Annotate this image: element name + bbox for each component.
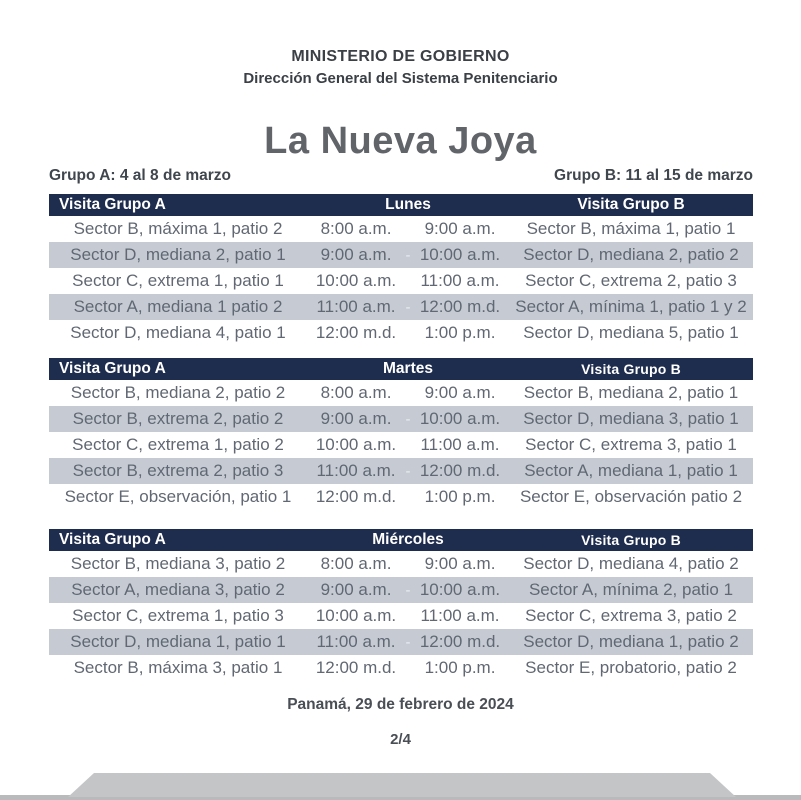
group-b-sector-cell: Sector E, probatorio, patio 2 <box>525 658 737 677</box>
group-b-sector-cell: Sector B, mediana 2, patio 1 <box>523 383 739 402</box>
start-time-cell: 9:00 a.m. <box>320 409 392 428</box>
visita-grupo-a-header: Visita Grupo A <box>59 196 166 213</box>
end-time-cell: 11:00 a.m. <box>420 606 500 625</box>
group-b-sector-cell: Sector C, extrema 3, patio 2 <box>525 606 737 625</box>
group-b-sector-cell: Sector C, extrema 3, patio 1 <box>525 435 737 454</box>
group-a-sector-cell: Sector B, máxima 3, patio 1 <box>73 658 283 677</box>
start-time-cell: 10:00 a.m. <box>315 271 397 290</box>
end-time-cell: 1:00 p.m. <box>424 658 496 677</box>
schedule-row <box>49 551 753 577</box>
group-b-sector-cell: Sector E, observación patio 2 <box>519 487 743 506</box>
visita-grupo-a-header: Visita Grupo A <box>59 531 166 548</box>
group-a-sector-cell: Sector B, mediana 3, patio 2 <box>70 554 286 573</box>
end-time-cell: 12:00 m.d. <box>419 461 501 480</box>
schedule-table <box>49 358 753 510</box>
schedule-row <box>49 216 753 242</box>
start-time-cell: 10:00 a.m. <box>315 435 397 454</box>
group-b-sector-cell: Sector C, extrema 2, patio 3 <box>525 271 737 290</box>
group-a-sector-cell: Sector C, extrema 1, patio 1 <box>72 271 284 290</box>
end-time-cell: 10:00 a.m. <box>419 245 501 264</box>
end-time-cell: 9:00 a.m. <box>424 554 496 573</box>
department-subtitle: Dirección General del Sistema Penitenciario <box>243 70 558 87</box>
end-time-cell: 11:00 a.m. <box>420 435 500 454</box>
footer-page-number: 2/4 <box>390 731 411 748</box>
group-b-sector-cell: Sector D, mediana 5, patio 1 <box>523 323 739 342</box>
group-a-sector-cell: Sector B, mediana 2, patio 2 <box>70 383 286 402</box>
group-b-sector-cell: Sector D, mediana 3, patio 1 <box>523 409 739 428</box>
start-time-cell: 8:00 a.m. <box>320 219 392 238</box>
schedule-row <box>49 406 753 432</box>
end-time-cell: 10:00 a.m. <box>419 580 501 599</box>
ministry-title: MINISTERIO DE GOBIERNO <box>291 48 510 65</box>
day-header: Martes <box>383 360 433 377</box>
time-range-dash: - <box>405 581 411 599</box>
schedule-row <box>49 577 753 603</box>
group-b-sector-cell: Sector A, mínima 2, patio 1 <box>528 580 734 599</box>
group-b-sector-cell: Sector A, mínima 1, patio 1 y 2 <box>515 297 747 316</box>
start-time-cell: 12:00 m.d. <box>315 323 397 342</box>
schedule-row <box>49 294 753 320</box>
start-time-cell: 10:00 a.m. <box>315 606 397 625</box>
group-b-label: Grupo B: 11 al 15 de marzo <box>554 167 753 184</box>
group-b-sector-cell: Sector A, mediana 1, patio 1 <box>524 461 738 480</box>
group-a-sector-cell: Sector C, extrema 1, patio 3 <box>72 606 284 625</box>
start-time-cell: 11:00 a.m. <box>316 461 396 480</box>
visita-grupo-a-header: Visita Grupo A <box>59 360 166 377</box>
table-header-row <box>49 529 753 551</box>
group-b-sector-cell: Sector D, mediana 4, patio 2 <box>523 554 739 573</box>
group-a-sector-cell: Sector C, extrema 1, patio 2 <box>72 435 284 454</box>
schedule-row <box>49 484 753 510</box>
time-range-dash: - <box>405 298 411 316</box>
table-header-row <box>49 194 753 216</box>
next-page-peek <box>68 773 736 797</box>
schedule-row <box>49 320 753 346</box>
start-time-cell: 8:00 a.m. <box>320 554 392 573</box>
end-time-cell: 12:00 m.d. <box>419 297 501 316</box>
schedule-tables <box>49 194 753 693</box>
start-time-cell: 9:00 a.m. <box>320 580 392 599</box>
end-time-cell: 9:00 a.m. <box>424 383 496 402</box>
group-a-sector-cell: Sector A, mediana 3, patio 2 <box>71 580 285 599</box>
end-time-cell: 1:00 p.m. <box>424 323 496 342</box>
schedule-row <box>49 432 753 458</box>
day-header: Miércoles <box>372 531 444 548</box>
group-a-sector-cell: Sector E, observación, patio 1 <box>64 487 292 506</box>
document-footer <box>0 696 801 748</box>
visita-grupo-b-header: Visita Grupo B <box>581 532 681 548</box>
time-range-dash: - <box>405 633 411 651</box>
group-a-sector-cell: Sector B, extrema 2, patio 3 <box>72 461 284 480</box>
start-time-cell: 8:00 a.m. <box>320 383 392 402</box>
table-header-row <box>49 358 753 380</box>
group-a-sector-cell: Sector A, mediana 1 patio 2 <box>73 297 283 316</box>
group-a-label: Grupo A: 4 al 8 de marzo <box>49 167 232 184</box>
group-a-sector-cell: Sector D, mediana 2, patio 1 <box>70 245 286 264</box>
page-title: La Nueva Joya <box>264 120 537 162</box>
end-time-cell: 9:00 a.m. <box>424 219 496 238</box>
time-range-dash: - <box>405 462 411 480</box>
time-range-dash: - <box>405 410 411 428</box>
visita-grupo-b-header: Visita Grupo B <box>577 196 685 213</box>
schedule-row <box>49 655 753 681</box>
schedule-row <box>49 458 753 484</box>
schedule-row <box>49 629 753 655</box>
group-b-sector-cell: Sector D, mediana 2, patio 2 <box>523 245 739 264</box>
schedule-row <box>49 603 753 629</box>
day-header: Lunes <box>385 196 431 213</box>
end-time-cell: 11:00 a.m. <box>420 271 500 290</box>
schedule-row <box>49 268 753 294</box>
group-a-sector-cell: Sector D, mediana 1, patio 1 <box>70 632 286 651</box>
document-header <box>0 48 801 87</box>
start-time-cell: 11:00 a.m. <box>316 297 396 316</box>
schedule-row <box>49 242 753 268</box>
schedule-table <box>49 194 753 346</box>
visita-grupo-b-header: Visita Grupo B <box>581 361 681 377</box>
start-time-cell: 9:00 a.m. <box>320 245 392 264</box>
group-b-sector-cell: Sector B, máxima 1, patio 1 <box>526 219 736 238</box>
group-a-sector-cell: Sector D, mediana 4, patio 1 <box>70 323 286 342</box>
start-time-cell: 12:00 m.d. <box>315 658 397 677</box>
group-date-labels <box>49 167 753 185</box>
start-time-cell: 12:00 m.d. <box>315 487 397 506</box>
end-time-cell: 12:00 m.d. <box>419 632 501 651</box>
end-time-cell: 10:00 a.m. <box>419 409 501 428</box>
group-b-sector-cell: Sector D, mediana 1, patio 2 <box>523 632 739 651</box>
time-range-dash: - <box>405 246 411 264</box>
schedule-table <box>49 529 753 681</box>
footer-place-date: Panamá, 29 de febrero de 2024 <box>287 696 514 713</box>
group-a-sector-cell: Sector B, máxima 1, patio 2 <box>73 219 283 238</box>
group-a-sector-cell: Sector B, extrema 2, patio 2 <box>72 409 284 428</box>
end-time-cell: 1:00 p.m. <box>424 487 496 506</box>
schedule-row <box>49 380 753 406</box>
start-time-cell: 11:00 a.m. <box>316 632 396 651</box>
